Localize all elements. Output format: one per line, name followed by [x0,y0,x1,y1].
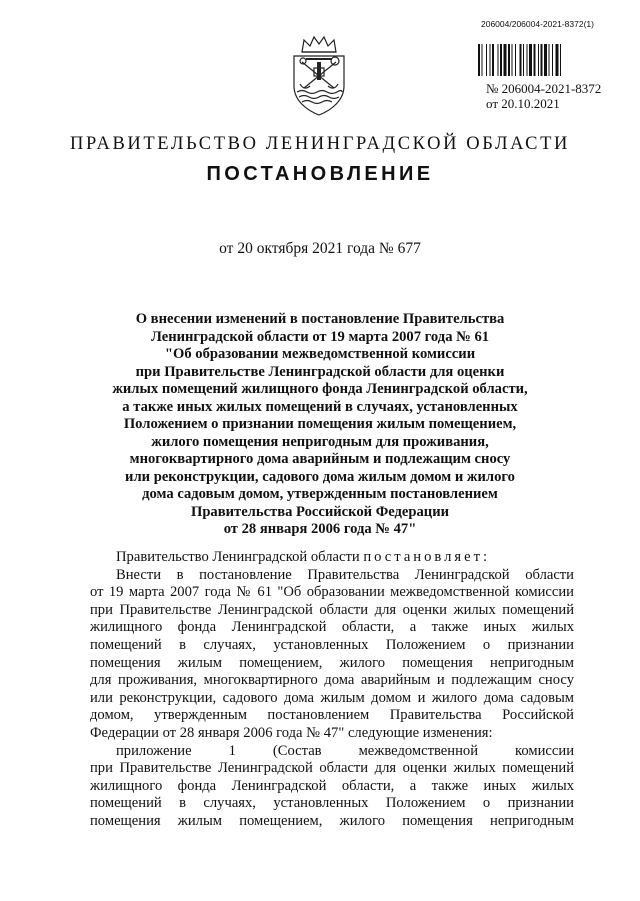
barcode-bar [492,44,494,76]
government-title: ПРАВИТЕЛЬСТВО ЛЕНИНГРАДСКОЙ ОБЛАСТИ [70,134,570,154]
registration-number: № 206004-2021-8372 [486,81,602,96]
subject-line: Правительства Российской Федерации [190,503,450,520]
barcode-bar [552,44,553,76]
barcode-bar [523,44,524,76]
body-line: для проживания, многоквартирного дома аварийным и подлежащим сносу [90,672,574,689]
body-line: помещения жилым помещением, жилого помещения непригодным [90,654,574,671]
barcode-bar [529,44,532,76]
barcode [478,44,602,76]
body-line: помещений в случаях, установленных Положением о признании [90,636,574,653]
body-line: помещения жилым помещением, жилого помещения непригодным [90,812,574,829]
body-line: при Правительстве Ленинградской области для оценки жилых помещений [90,760,574,777]
body-line: жилищного фонда Ленинградской области, а также иных жилых [90,777,574,794]
registration-number-block [486,81,601,111]
subject-line: дома садовым домом, утвержденным постановлением [142,486,498,502]
subject-line: многоквартирного дома аварийным и подлежащим сносу [129,451,511,467]
subject-line: "Об образовании межведомственной комиссии [164,346,476,362]
subject-line: при Правительстве Ленинградской области для оценки [135,363,505,380]
document-type: ПОСТАНОВЛЕНИЕ [206,163,434,185]
subject-line: от 28 января 2006 года № 47" [223,521,417,537]
body-intro-line [90,549,574,567]
barcode-bar [556,44,559,76]
document-date-number: от 20 октября 2021 года № 677 [219,240,421,257]
intro-suffix: : [482,549,488,565]
body-line: Внести в постановление Правительства Ленинградской области [116,566,574,583]
body-line: приложение 1 (Состав межведомственной комиссии [116,742,574,759]
body-line: или реконструкции, садового дома жилым домом и жилого дома садовым [90,689,574,706]
intro-resolves-word: постановляет [363,549,483,565]
subject-line: жилых помещений жилищного фонда Ленинградской области, [112,381,528,397]
barcode-bar [534,44,536,76]
body-line: Федерации от 28 января 2006 года № 47" следующие изменения: [90,724,493,741]
subject-line: или реконструкции, садового дома жилым домом и жилого [125,468,515,485]
subject-line: О внесении изменений в постановление Правительства [135,311,505,327]
document-subject [80,311,560,539]
barcode-bar [512,44,513,76]
document-body [90,549,574,831]
barcode-bar [498,44,499,76]
body-line: жилищного фонда Ленинградской области, а также иных жилых [90,619,574,636]
barcode-bar [478,44,480,76]
registration-date: от 20.10.2021 [486,96,560,111]
barcode-bar [520,44,522,76]
coat-of-arms-emblem [288,34,350,118]
barcode-bar [508,44,510,76]
barcode-bar [482,44,483,76]
registration-code: 206004/206004-2021-8372(1) [481,19,594,29]
barcode-bar [544,44,547,76]
barcode-bar [538,44,539,76]
subject-line: Положением о признании помещения жилым помещением, [123,416,517,432]
intro-prefix: Правительство Ленинградской области [116,549,364,565]
barcode-bar [527,44,528,76]
barcode-bar [560,44,561,76]
barcode-bar [549,44,550,76]
body-line: домом, утвержденным постановлением Правительства Российской [90,707,574,724]
subject-line: Ленинградской области от 19 марта 2007 года № 61 [150,328,490,345]
barcode-bar [541,44,543,76]
barcode-bar [500,44,502,76]
subject-line: жилого помещения непригодным для проживания, [151,433,489,450]
barcode-bar [515,44,516,76]
body-line: при Правительстве Ленинградской области для оценки жилых помещений [90,601,574,618]
barcode-bar [490,44,491,76]
barcode-bar [486,44,487,76]
subject-line: а также иных жилых помещений в случаях, установленных [122,398,518,415]
barcode-bar [504,44,507,76]
body-line: от 19 марта 2007 года № 61 "Об образовании межведомственной комиссии [90,584,574,601]
body-line: помещений в случаях, установленных Положением о признании [90,795,574,812]
